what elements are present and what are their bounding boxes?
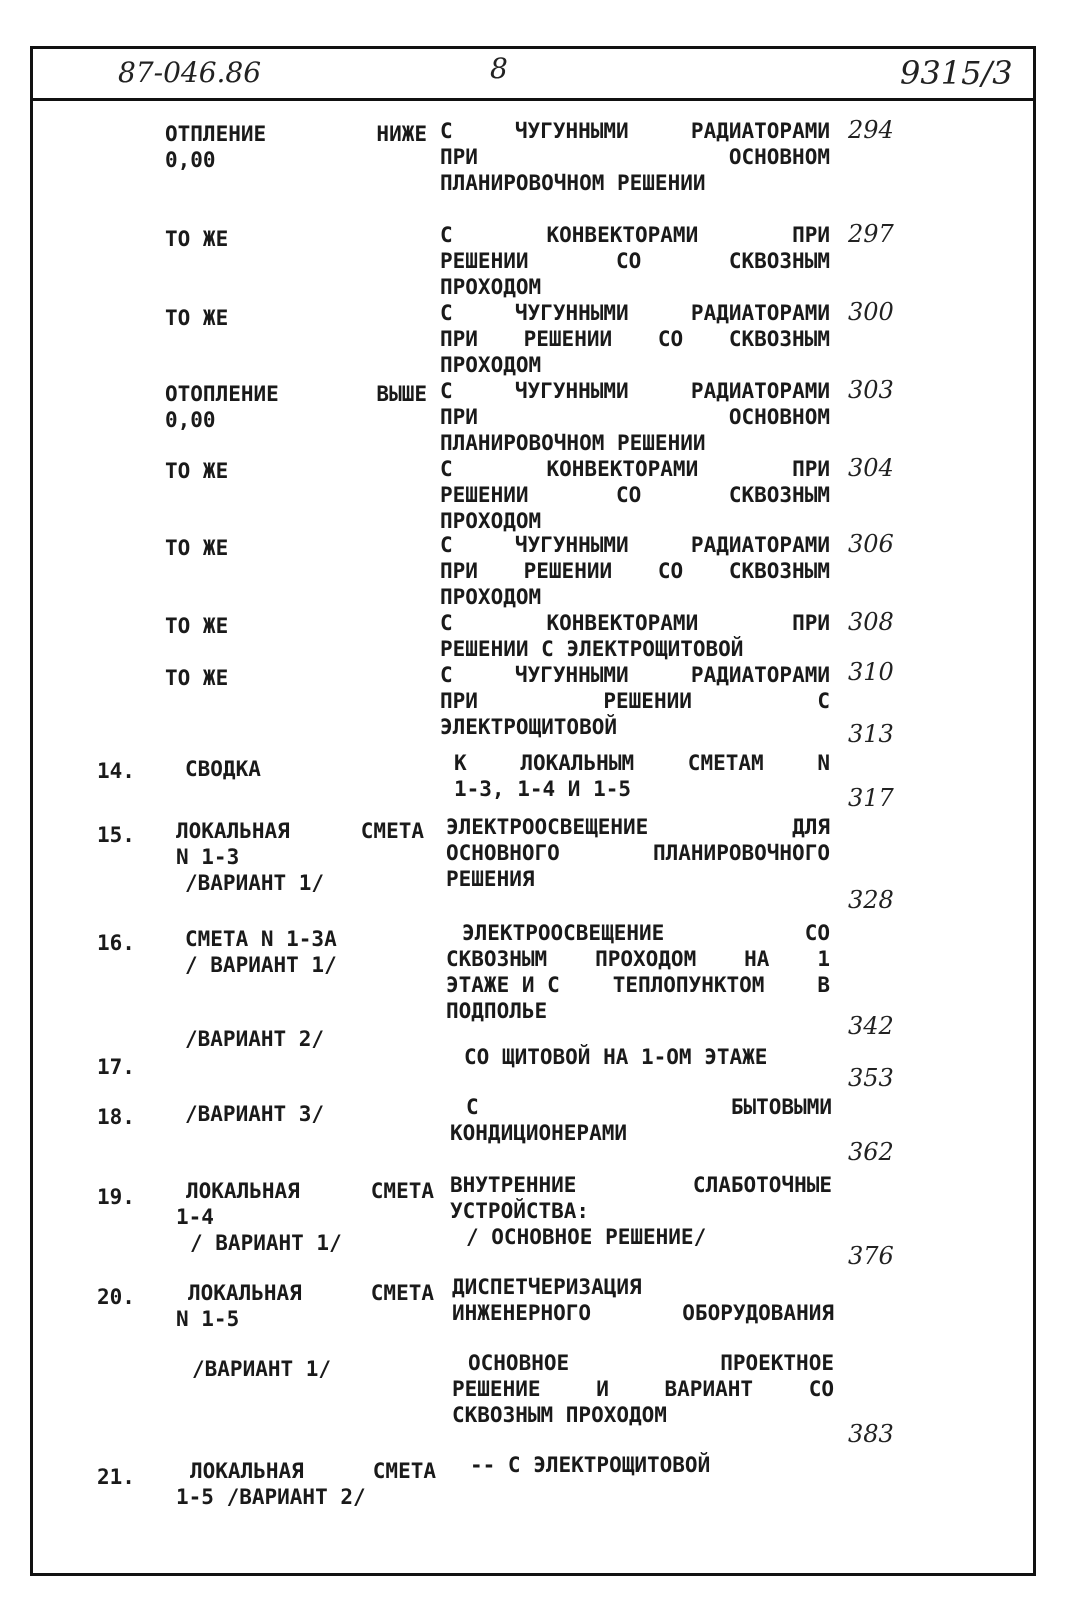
- row-title: ТО ЖЕ: [165, 459, 229, 483]
- page-ref: 317: [848, 784, 894, 812]
- row-desc: С ЧУГУННЫМИ РАДИАТОРАМИ ПРИ ОСНОВНОМ ПЛАНИРОВОЧНОМ РЕШЕНИИ: [440, 379, 830, 455]
- page-ref: 304: [848, 454, 894, 482]
- item-title-cont: 1-4: [176, 1205, 214, 1229]
- item-desc: К ЛОКАЛЬНЫМ СМЕТАМ N 1-3, 1-4 И 1-5: [454, 751, 830, 801]
- page-number: 8: [490, 52, 508, 85]
- item-variant: /ВАРИАНТ 3/: [185, 1102, 325, 1126]
- page-ref: 300: [848, 298, 894, 326]
- page-ref: 310: [848, 658, 894, 686]
- item-desc: С БЫТОВЫМИ КОНДИЦИОНЕРАМИ: [450, 1095, 832, 1145]
- row-desc: С ЧУГУННЫМИ РАДИАТОРАМИ ПРИ РЕШЕНИИ С ЭЛЕКТРОЩИТОВОЙ: [440, 663, 830, 739]
- row-title-cont: 0,00: [165, 148, 216, 172]
- item-number: 16.: [97, 931, 135, 955]
- page-ref: 294: [848, 116, 894, 144]
- item-title: СМЕТА N 1-3А: [185, 927, 337, 951]
- page-ref: 376: [848, 1242, 894, 1270]
- page-ref: 362: [848, 1138, 894, 1166]
- page-ref: 306: [848, 530, 894, 558]
- item-variant: / ВАРИАНТ 1/: [190, 1231, 342, 1255]
- row-desc: С ЧУГУННЫМИ РАДИАТОРАМИ ПРИ ОСНОВНОМ ПЛАНИРОВОЧНОМ РЕШЕНИИ: [440, 119, 830, 195]
- item-desc: ДИСПЕТЧЕРИЗАЦИЯ ИНЖЕНЕРНОГО ОБОРУДОВАНИЯ: [452, 1275, 834, 1325]
- page-ref: 383: [848, 1420, 894, 1448]
- item-desc: ВНУТРЕННИЕ СЛАБОТОЧНЫЕ УСТРОЙСТВА: / ОСНОВНОЕ РЕШЕНИЕ/: [450, 1173, 832, 1249]
- row-desc: С ЧУГУННЫМИ РАДИАТОРАМИ ПРИ РЕШЕНИИ СО СКВОЗНЫМ ПРОХОДОМ: [440, 533, 830, 609]
- row-title: ТО ЖЕ: [165, 614, 229, 638]
- item-desc: ЭЛЕКТРООСВЕЩЕНИЕ ДЛЯ ОСНОВНОГО ПЛАНИРОВОЧНОГО РЕШЕНИЯ: [446, 815, 830, 891]
- page-ref: 308: [848, 608, 894, 636]
- item-variant: / ВАРИАНТ 1/: [185, 953, 337, 977]
- row-desc: С КОНВЕКТОРАМИ ПРИ РЕШЕНИИ СО СКВОЗНЫМ ПРОХОДОМ: [440, 223, 830, 299]
- item-title: ЛОКАЛЬНАЯ СМЕТА: [188, 1281, 434, 1305]
- item-title-cont: N 1-5: [176, 1307, 240, 1331]
- item-desc: СО ЩИТОВОЙ НА 1-ОМ ЭТАЖЕ: [464, 1045, 768, 1069]
- item-title-cont: N 1-3: [176, 845, 240, 869]
- row-desc: С КОНВЕКТОРАМИ ПРИ РЕШЕНИИ СО СКВОЗНЫМ ПРОХОДОМ: [440, 457, 830, 533]
- row-title: ТО ЖЕ: [165, 306, 229, 330]
- page-ref: 353: [848, 1064, 894, 1092]
- row-title: ТО ЖЕ: [165, 227, 229, 251]
- doc-code: 87-046.86: [118, 56, 262, 89]
- item-desc: ЭЛЕКТРООСВЕЩЕНИЕ СО СКВОЗНЫМ ПРОХОДОМ НА 1 ЭТАЖЕ И С ТЕПЛОПУНКТОМ В ПОДПОЛЬЕ: [446, 921, 830, 1023]
- item-title: ЛОКАЛЬНАЯ СМЕТА: [176, 819, 424, 843]
- sheet-number: 9315/3: [900, 54, 1013, 92]
- page-ref: 328: [848, 886, 894, 914]
- item-desc: -- С ЭЛЕКТРОЩИТОВОЙ: [470, 1453, 711, 1477]
- item-title-cont: 1-5 /ВАРИАНТ 2/: [176, 1485, 366, 1509]
- item-number: 14.: [97, 759, 135, 783]
- item-number: 19.: [97, 1185, 135, 1209]
- page-ref: 297: [848, 220, 894, 248]
- row-title-cont: 0,00: [165, 408, 216, 432]
- page-ref: 342: [848, 1012, 894, 1040]
- row-title: ТО ЖЕ: [165, 666, 229, 690]
- item-title: ЛОКАЛЬНАЯ СМЕТА: [186, 1179, 434, 1203]
- item-title: СВОДКА: [185, 757, 261, 781]
- item-number: 21.: [97, 1465, 135, 1489]
- row-desc: С КОНВЕКТОРАМИ ПРИ РЕШЕНИИ С ЭЛЕКТРОЩИТОВОЙ: [440, 611, 830, 661]
- page-ref: 313: [848, 720, 894, 748]
- item-desc-variant: ОСНОВНОЕ ПРОЕКТНОЕ РЕШЕНИЕ И ВАРИАНТ СО СКВОЗНЫМ ПРОХОДОМ: [452, 1351, 834, 1427]
- item-number: 17.: [97, 1055, 135, 1079]
- item-variant: /ВАРИАНТ 1/: [192, 1357, 332, 1381]
- item-number: 15.: [97, 823, 135, 847]
- item-number: 18.: [97, 1105, 135, 1129]
- row-title: ТО ЖЕ: [165, 536, 229, 560]
- item-title: ЛОКАЛЬНАЯ СМЕТА: [190, 1459, 436, 1483]
- item-number: 20.: [97, 1285, 135, 1309]
- row-desc: С ЧУГУННЫМИ РАДИАТОРАМИ ПРИ РЕШЕНИИ СО СКВОЗНЫМ ПРОХОДОМ: [440, 301, 830, 377]
- row-title: ОТПЛЕНИЕ НИЖЕ: [165, 122, 427, 146]
- header-rule: [33, 98, 1033, 101]
- row-title: ОТОПЛЕНИЕ ВЫШЕ: [165, 382, 427, 406]
- page-ref: 303: [848, 376, 894, 404]
- item-variant: /ВАРИАНТ 2/: [185, 1027, 325, 1051]
- item-variant: /ВАРИАНТ 1/: [185, 871, 325, 895]
